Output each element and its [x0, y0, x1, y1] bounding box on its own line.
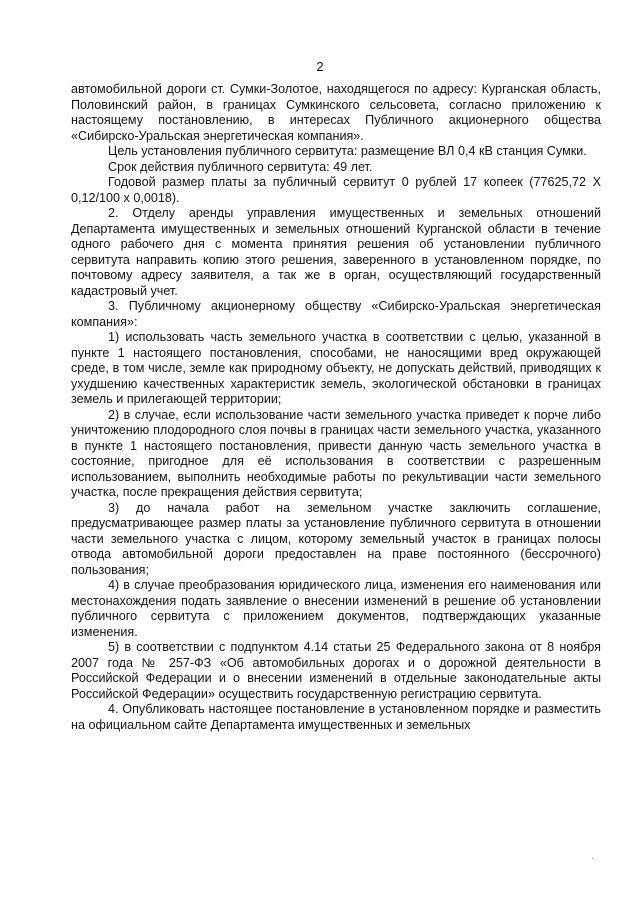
- page-number: 2: [316, 59, 324, 74]
- paragraph-6: 3. Публичному акционерному обществу «Сибирско-Уральская энергетическая компания»:: [71, 299, 601, 329]
- paragraph-1: автомобильной дороги ст. Сумки-Золотое, находящегося по адресу: Курганская область, Половинский район, в границах Сумкинского сельсовета, согласно приложению к настоящему постановлению, в интересах Публичного акционерного общества «Сибирско-Уральская энергетическая компания».: [71, 82, 601, 143]
- paragraph-12: 4. Опубликовать настоящее постановление в установленном порядке и разместить на официальном сайте Департамента имущественных и земельных: [71, 702, 601, 732]
- paragraph-7: 1) использовать часть земельного участка в соответствии с целью, указанной в пункте 1 настоящего постановления, способами, не наносящими вред окружающей среде, в том числе, земле как природному объекту, не допускать действий, приводящих к ухудшению качественных характеристик земель, экологической обстановки в границах земель и прилегающей территории;: [71, 330, 601, 406]
- paragraph-10: 4) в случае преобразования юридического лица, изменения его наименования или местонахождения подать заявление о внесении изменений в решение об установлении публичного сервитута с приложением документов, подтверждающих указанные изменения.: [71, 578, 601, 639]
- paragraph-8: 2) в случае, если использование части земельного участка приведет к порче либо уничтожению плодородного слоя почвы в границах части земельного участка, указанного в пункте 1 настоящего постановления, привести данную часть земельного участка в состояние, пригодное для её использования в соответствии с разрешенным использованием, выполнить необходимые работы по рекультивации части земельного участка, после прекращения действия сервитута;: [71, 407, 601, 499]
- scan-speck: [592, 858, 593, 859]
- paragraph-5: 2. Отделу аренды управления имущественных и земельных отношений Департамента имущественных и земельных отношений Курганской области в течение одного рабочего дня с момента принятия решения об установлении публичного сервитута направить копию этого решения, заверенного в установленном порядке, по почтовому адресу заявителя, а так же в орган, осуществляющий государственный кадастровый учет.: [71, 206, 601, 298]
- paragraph-4: Годовой размер платы за публичный сервитут 0 рублей 17 копеек (77625,72 Х 0,12/100 х 0,0018).: [71, 175, 601, 205]
- document-body: [71, 82, 601, 733]
- paragraph-3: Срок действия публичного сервитута: 49 лет.: [108, 159, 373, 174]
- paragraph-2: Цель установления публичного сервитута: размещение ВЛ 0,4 кВ станция Сумки.: [108, 144, 587, 158]
- paragraph-9: 3) до начала работ на земельном участке заключить соглашение, предусматривающее размер платы за установление публичного сервитута в отношении части земельного участка с лицом, которому земельный участок в границах полосы отвода автомобильной дороги предоставлен на праве постоянного (бессрочного) пользования;: [71, 500, 601, 577]
- paragraph-11: 5) в соответствии с подпунктом 4.14 статьи 25 Федерального закона от 8 ноября 2007 года № 257-ФЗ «Об автомобильных дорогах и о дорожной деятельности в Российской Федерации и о внесении изменений в отдельные законодательные акты Российской Федерации» осуществить государственную регистрацию сервитута.: [71, 640, 601, 701]
